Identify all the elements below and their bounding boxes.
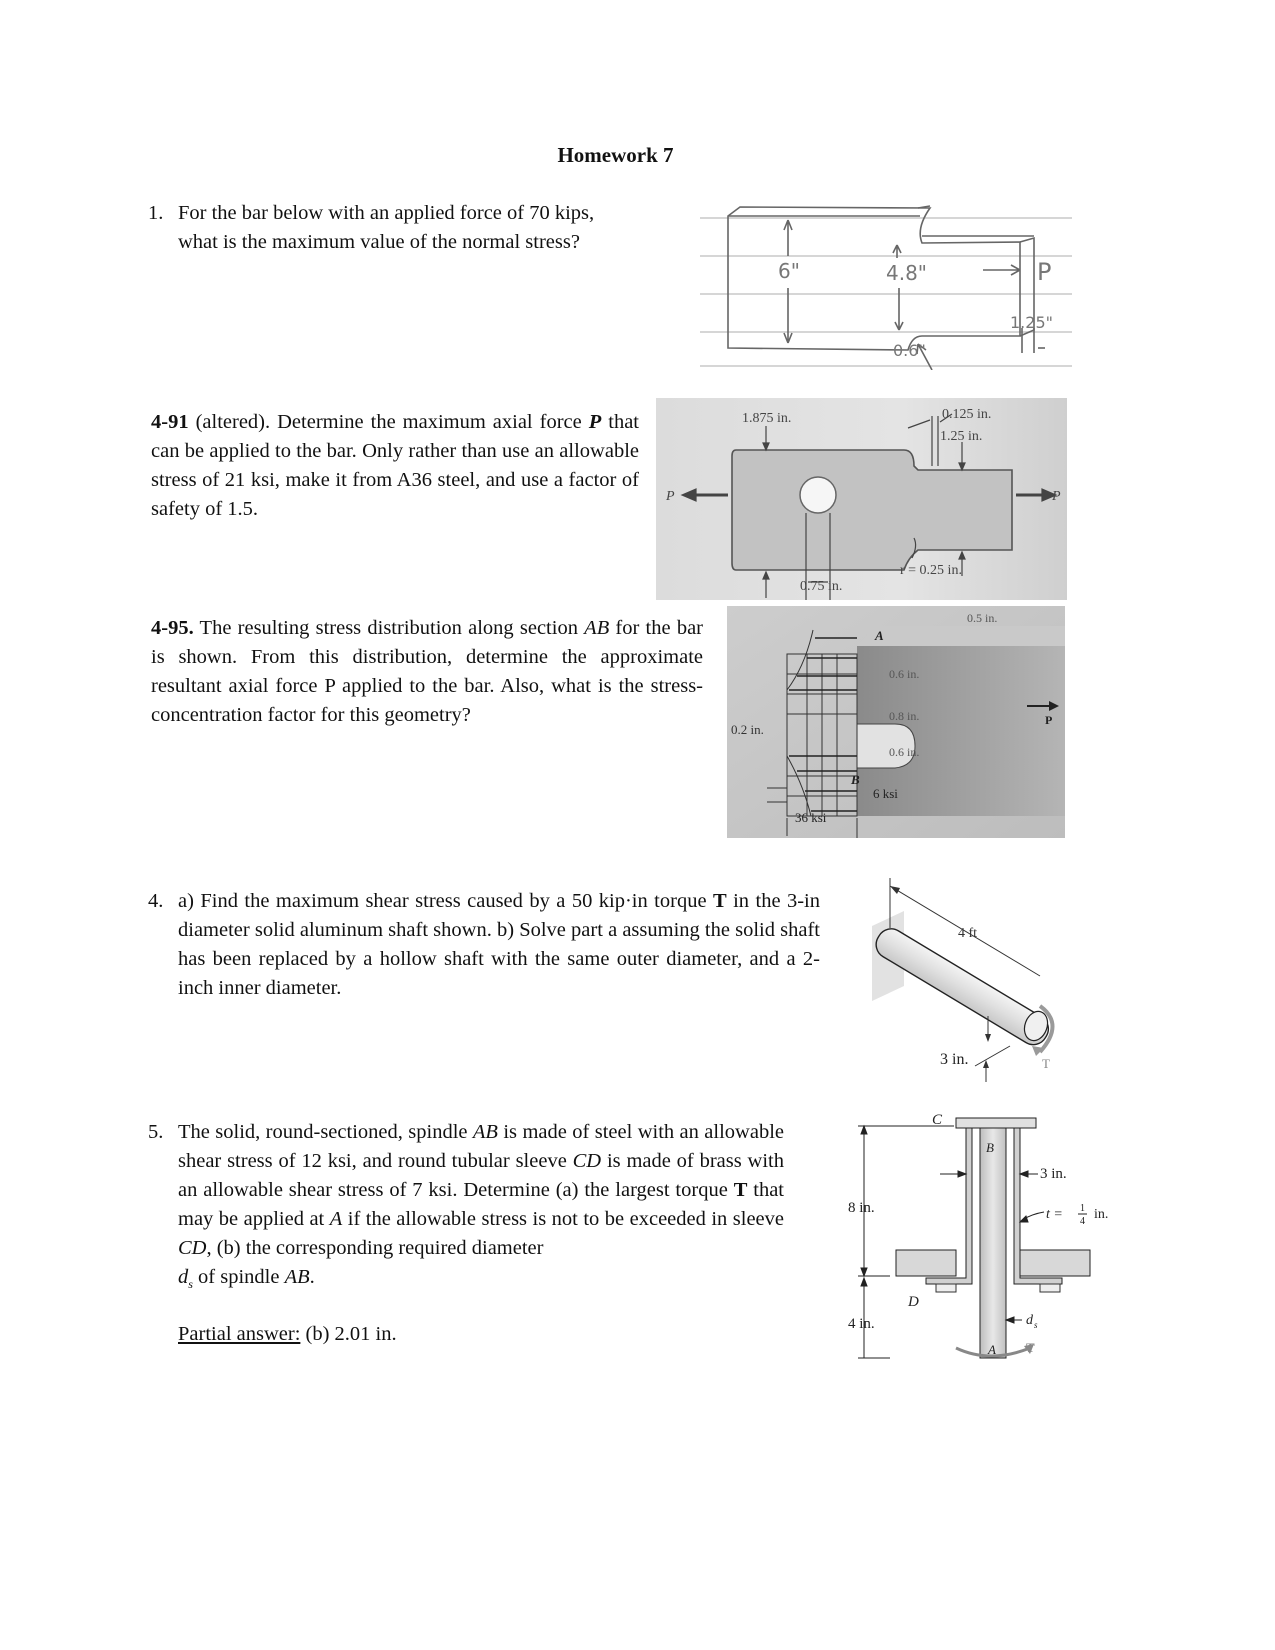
- label-outer-diameter: 3 in.: [1040, 1166, 1067, 1182]
- label-force-left: P: [666, 489, 675, 504]
- variable-ab: AB: [584, 617, 610, 639]
- problem-text: is made of steel with an allowable shear stress of 12 ksi, and round tubular sleeve: [178, 1121, 784, 1172]
- variable-cd: CD: [572, 1150, 602, 1172]
- label-force-right: P: [1052, 489, 1061, 504]
- variable-p: P: [588, 411, 602, 433]
- label-force: P: [1037, 258, 1052, 286]
- label-upper-length: 8 in.: [848, 1200, 875, 1216]
- problem-text: of spindle: [192, 1266, 285, 1288]
- problem-4: [148, 887, 820, 1003]
- problem-text: if the allowable stress is not to be exceeded in sleeve: [342, 1208, 784, 1230]
- page-title: [0, 143, 1275, 168]
- label-edge: 0.2 in.: [731, 722, 764, 737]
- problem-text: The solid, round-sectioned, spindle: [178, 1121, 473, 1143]
- problem-number: 1.: [148, 202, 164, 224]
- label-lower-length: 4 in.: [848, 1316, 875, 1332]
- figure-stress-distribution: [727, 606, 1065, 838]
- problem-text: is made of brass with an allowable shear stress of 7 ksi. Determine (a) the largest torque: [178, 1150, 784, 1201]
- problem-text-line: what is the maximum value of the normal stress?: [178, 231, 580, 253]
- variable-t: T: [712, 890, 727, 912]
- label-width-right: 1.25 in.: [940, 429, 983, 444]
- label-gap: 0.125 in.: [942, 407, 992, 422]
- variable-ds-subscript: s: [188, 1277, 193, 1292]
- problem-text: .: [309, 1266, 315, 1288]
- problem-5: [148, 1118, 784, 1299]
- label-point-a: A: [875, 628, 884, 643]
- label-bottom: 0.6 in.: [889, 745, 920, 759]
- label-thickness: 0.5 in.: [967, 611, 998, 625]
- problem-qualifier: (altered).: [188, 411, 271, 433]
- variable-cd: CD: [178, 1237, 207, 1259]
- partial-answer-label: Partial answer:: [178, 1323, 301, 1345]
- problem-text: in the 3-in diameter solid aluminum shaft shown. b) Solve part a assuming the solid shaft has been replaced by a hollow shaft with the same outer diameter, and a 2-inch inner diameter.: [178, 890, 820, 999]
- figure-torsion-shaft: [860, 866, 1080, 1096]
- problem-1: [148, 199, 648, 257]
- label-c: C: [932, 1112, 943, 1128]
- variable-a: A: [329, 1208, 343, 1230]
- problem-text: that may be applied at: [178, 1179, 784, 1230]
- problem-text: for the bar is shown. From this distribution, determine the approximate resultant axial force P applied to the bar. Also, what is the stress-concentration factor for this geometry?: [151, 617, 703, 726]
- problem-number: 4-91: [151, 411, 189, 433]
- variable-ab: AB: [472, 1121, 498, 1143]
- figure-bar-with-hole: [656, 398, 1067, 600]
- label-force: P: [1045, 713, 1053, 727]
- label-width-right: 4.8": [886, 261, 928, 285]
- label-a: A: [988, 1342, 996, 1357]
- label-middle: 0.8 in.: [889, 709, 920, 723]
- problem-text: Determine the maximum axial force: [270, 411, 589, 433]
- label-radius: r = 0.25 in.: [900, 563, 962, 578]
- label-hole: 0.75 in.: [800, 579, 843, 594]
- label-ds-subscript: s: [1034, 1320, 1038, 1330]
- label-t-equals: t =: [1046, 1207, 1063, 1222]
- partial-answer-value: (b) 2.01 in.: [300, 1323, 397, 1345]
- label-t-numerator: 1: [1080, 1203, 1085, 1214]
- problem-text: The resulting stress distribution along section: [193, 617, 585, 639]
- label-torque: T: [1026, 1340, 1035, 1355]
- label-point-b: B: [851, 772, 860, 787]
- label-top: 0.6 in.: [889, 667, 920, 681]
- problem-text-line: For the bar below with an applied force of 70 kips,: [178, 202, 595, 224]
- variable-ds: d: [178, 1266, 189, 1288]
- variable-t: T: [733, 1179, 748, 1201]
- label-t-unit: in.: [1094, 1207, 1109, 1222]
- label-diameter: 3 in.: [940, 1051, 969, 1068]
- label-d: D: [908, 1294, 919, 1310]
- label-fillet: 0.6": [893, 341, 926, 360]
- figure-hand-sketch-bar: [700, 198, 1072, 370]
- variable-ab: AB: [284, 1266, 310, 1288]
- problem-4-91: [151, 408, 639, 524]
- problem-text: , (b) the corresponding required diameter: [206, 1237, 544, 1259]
- problem-4-95: [151, 614, 703, 730]
- label-stress-max: 36 ksi: [795, 810, 827, 825]
- title-text: Homework 7: [557, 143, 674, 167]
- label-torque: T: [1042, 1056, 1050, 1071]
- label-thickness: 1.25": [1010, 313, 1053, 332]
- figure-spindle-sleeve: [840, 1108, 1130, 1378]
- problem-number: 5.: [148, 1121, 164, 1143]
- problem-text: a) Find the maximum shear stress caused by a 50 kip·in torque: [178, 890, 713, 912]
- problem-number: 4-95.: [151, 617, 194, 639]
- problem-number: 4.: [148, 890, 164, 912]
- partial-answer: [178, 1320, 397, 1349]
- label-width-left: 6": [778, 259, 800, 283]
- label-t-denominator: 4: [1080, 1216, 1085, 1227]
- label-stress-min: 6 ksi: [873, 786, 898, 801]
- label-width-left: 1.875 in.: [742, 411, 792, 426]
- problem-text: that can be applied to the bar. Only rather than use an allowable stress of 21 ksi, make it from A36 steel, and use a factor of safety of 1.5.: [151, 411, 639, 520]
- label-ds: d: [1026, 1313, 1033, 1328]
- label-length: 4 ft: [958, 926, 978, 941]
- label-b: B: [986, 1140, 994, 1155]
